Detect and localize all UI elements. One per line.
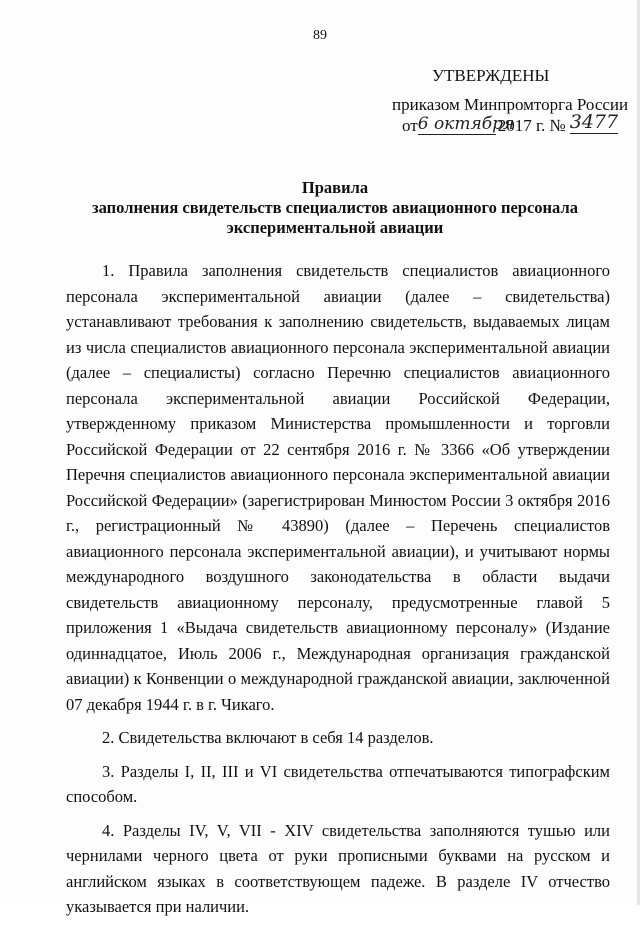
- year-text: 2017 г. №: [497, 116, 566, 135]
- date-prefix: от: [402, 116, 418, 135]
- title-line-1: Правила: [301, 178, 369, 197]
- title-line-3: экспериментальной авиации: [226, 218, 444, 237]
- paragraph-4: 4. Разделы IV, V, VII - XIV свидетельства заполняются тушью или чернилами черного цвета от руки прописными буквами на русском и английском языках в соответствующем падеже. В разделе IV отчество указывается при наличии.: [66, 820, 610, 916]
- handwritten-date: 6 октября: [417, 114, 515, 134]
- handwritten-order-number: 3477: [569, 111, 619, 133]
- approval-date-line: [402, 111, 619, 137]
- paragraph-1: 1. Правила заполнения свидетельств специалистов авиационного персонала экспериментальной авиации (далее – свидетельства) устанавливают требования к заполнению свидетельств, выдаваемых лицам из числа специалистов авиационного персонала экспериментальной авиации (далее – специалисты) согласно Перечню специалистов авиационного персонала экспериментальной авиации Российской Федерации, утвержденному приказом Министерства промышленности и торговли Российской Федерации от 22 сентября 2016 г. № 3366 «Об утверждении Перечня специалистов авиационного персонала экспериментальной авиации Российской Федерации» (зарегистрирован Минюстом России 3 октября 2016 г., регистрационный № 43890) (далее – Перечень специалистов авиационного персонала экспериментальной авиации), и учитывают нормы международного воздушного законодательства в области выдачи свидетельств авиационному персоналу, предусмотренные главой 5 приложения 1 «Выдача свидетельств авиационному персоналу» (Издание одиннадцатое, Июль 2006 г., Международная организация гражданской авиации) к Конвенции о международной гражданской авиации, заключенной 07 декабря 1944 г. в г. Чикаго.: [66, 261, 610, 714]
- paragraph-2: 2. Свидетельства включают в себя 14 разделов.: [102, 728, 434, 747]
- approval-heading: УТВЕРЖДЕНЫ: [432, 66, 550, 85]
- page-number: 89: [313, 28, 327, 43]
- document-title: [0, 178, 640, 238]
- document-body: [66, 258, 610, 928]
- title-line-2: заполнения свидетельств специалистов авиационного персонала: [92, 198, 578, 217]
- paragraph-3: 3. Разделы I, II, III и VI свидетельства отпечатываются типографским способом.: [66, 761, 610, 806]
- approval-order-line: приказом Минпромторга России: [392, 95, 629, 114]
